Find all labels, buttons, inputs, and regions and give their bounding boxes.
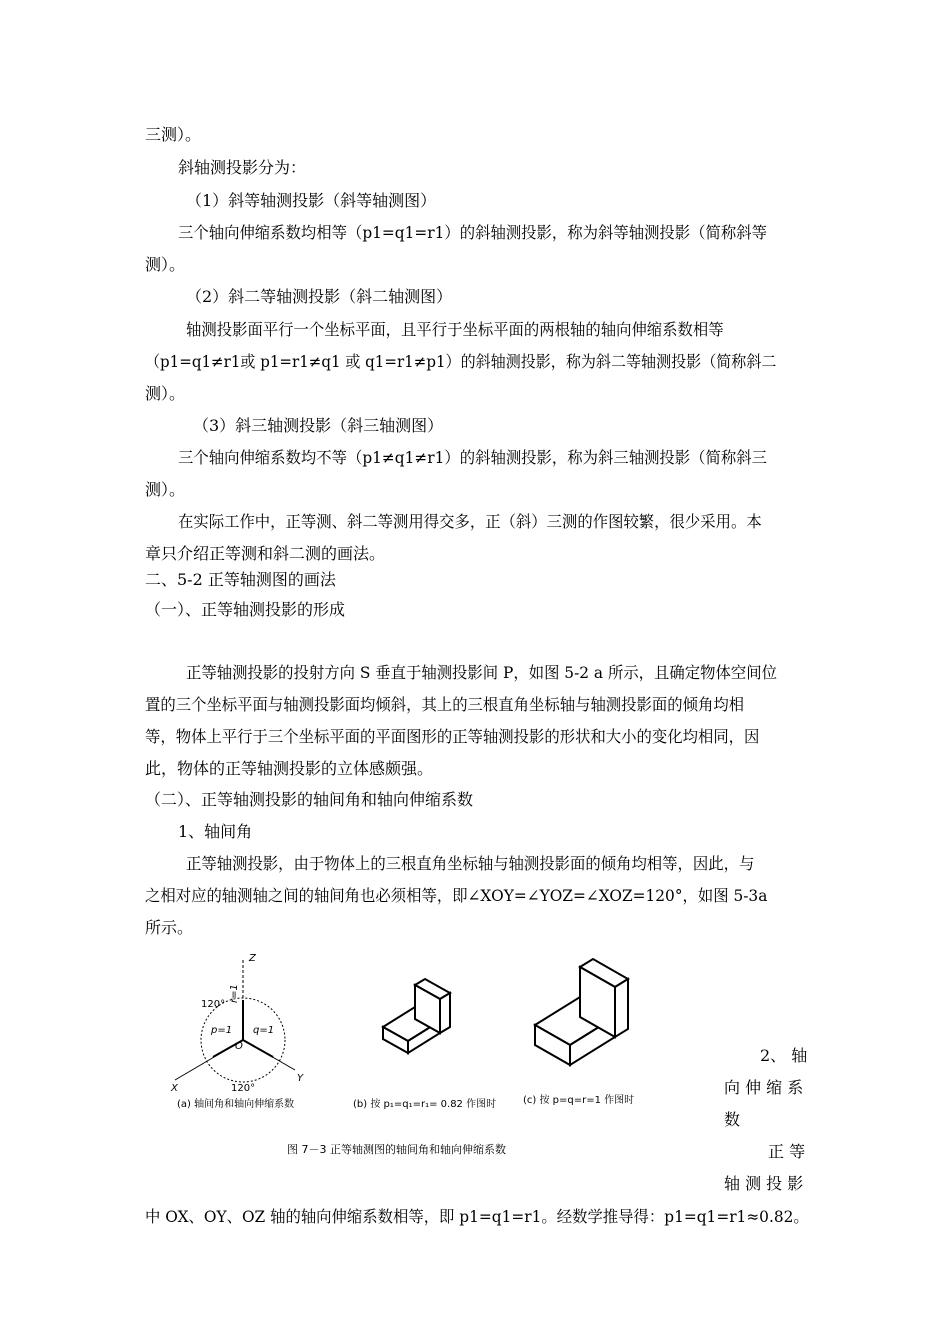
angle-label-top: 120° (201, 999, 226, 1010)
side-text: 正 等 (768, 1142, 806, 1161)
text-line: 在实际工作中，正等测、斜二等测用得交多，正（斜）三测的作图较繁，很少采用。本 (178, 512, 762, 531)
caption-c: (c) 按 p=q=r=1 作图时 (523, 1095, 635, 1106)
axis-label-x: X (171, 1083, 178, 1094)
text-line: 三测）。 (145, 125, 202, 144)
large-block (535, 959, 628, 1065)
figure-caption: 图 7－3 正等轴测图的轴间角和轴向伸缩系数 (287, 1143, 506, 1156)
text-line: 斜轴测投影分为： (178, 158, 307, 177)
axis-label-y: Y (297, 1073, 304, 1084)
text-line: 测）。 (145, 255, 186, 274)
caption-b: (b) 按 p₁=q₁=r₁= 0.82 作图时 (353, 1099, 497, 1110)
text-line: 所示。 (145, 918, 194, 937)
text-line: 正等轴测投影的投射方向 S 垂直于轴测投影间 P，如图 5-2 a 所示，且确定物体空间位 (186, 663, 777, 682)
origin-label: O (235, 1041, 243, 1052)
text-line: 之相对应的轴测轴之间的轴间角也必须相等，即∠XOY=∠YOZ=∠XOZ=120°，如图 5-3a (145, 886, 768, 905)
coef-r-label: r=1 (229, 984, 240, 1003)
caption-a: (a) 轴间角和轴向伸缩系数 (177, 1099, 295, 1110)
subsection-heading: （一）、正等轴测投影的形成 (145, 600, 346, 619)
axis-label-z: Z (249, 953, 256, 964)
figure-drawing (165, 945, 655, 1170)
section-heading: 二、5-2 正等轴测图的画法 (145, 570, 336, 589)
text-line: 置的三个坐标平面与轴测投影面均倾斜，其上的三根直角坐标轴与轴测投影面的倾角均相 (145, 695, 745, 714)
text-line: 三个轴向伸缩系数均相等（p1=q1=r1）的斜轴测投影，称为斜等轴测投影（简称斜等 (178, 223, 767, 242)
coef-p-label: p=1 (211, 1025, 233, 1036)
side-text: 向 伸 缩 系 (724, 1078, 804, 1097)
text-line: 测）。 (145, 480, 186, 499)
side-text: 轴 测 投 影 (724, 1174, 804, 1193)
subsection-heading: （二）、正等轴测投影的轴间角和轴向伸缩系数 (145, 790, 474, 809)
side-text: 数 (724, 1110, 741, 1129)
item-heading: 1、轴间角 (178, 822, 253, 841)
side-text: 2、 轴 (760, 1046, 808, 1065)
text-line: （2）斜二等轴测投影（斜二轴测图） (186, 287, 453, 306)
coef-q-label: q=1 (253, 1025, 275, 1036)
text-line: （1）斜等轴测投影（斜等轴测图） (186, 191, 437, 210)
text-line: 正等轴测投影，由于物体上的三根直角坐标轴与轴测投影面的倾角均相等，因此，与 (186, 854, 755, 873)
text-line: 章只介绍正等测和斜二测的画法。 (145, 544, 386, 563)
text-line: （3）斜三轴测投影（斜三轴测图） (193, 416, 444, 435)
text-line: 此，物体的正等轴测投影的立体感颇强。 (145, 759, 434, 778)
text-line: 三个轴向伸缩系数均不等（p1≠q1≠r1）的斜轴测投影，称为斜三轴测投影（简称斜三 (178, 448, 767, 467)
axonometric-figure (165, 945, 655, 1170)
angle-label-bottom: 120° (231, 1083, 256, 1094)
text-line: 等，物体上平行于三个坐标平面的平面图形的正等轴测投影的形状和大小的变化均相同，因 (145, 727, 760, 746)
text-line: 测）。 (145, 384, 186, 403)
small-block (383, 979, 450, 1053)
text-line: 中 OX、OY、OZ 轴的轴向伸缩系数相等，即 p1=q1=r1。经数学推导得：p1=q1=r1≈0.82。 (145, 1207, 809, 1226)
text-line: 轴测投影面平行一个坐标平面，且平行于坐标平面的两根轴的轴向伸缩系数相等 (186, 320, 724, 339)
text-line: （p1=q1≠r1或 p1=r1≠q1 或 q1=r1≠p1）的斜轴测投影，称为斜二等轴测投影（简称斜二 (145, 352, 777, 371)
